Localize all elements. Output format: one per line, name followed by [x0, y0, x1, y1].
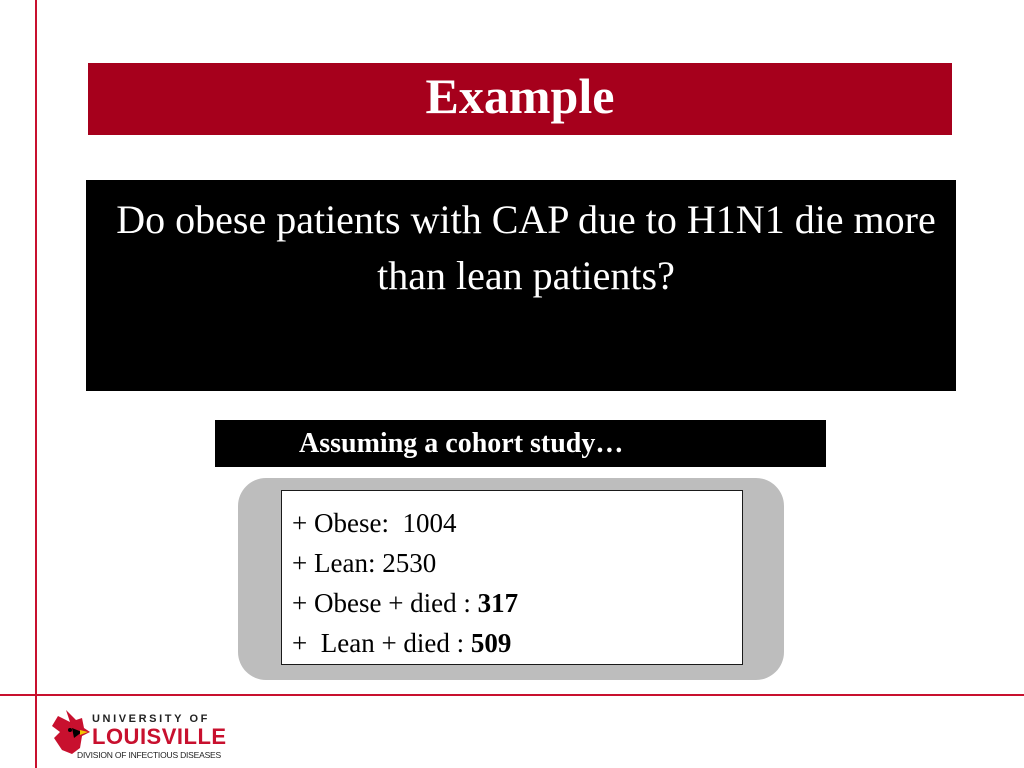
logo-name-text: LOUISVILLE: [92, 724, 227, 749]
data-line-lean: + Lean: 2530: [292, 548, 437, 578]
data-line-lean-died: + Lean + died : 509: [292, 628, 512, 658]
footer-rule: [0, 694, 1024, 696]
data-line-obese: + Obese: 1004: [292, 508, 457, 538]
question-text: Do obese patients with CAP due to H1N1 die more than lean patients?: [116, 197, 936, 298]
data-line-obese-died: + Obese + died : 317: [292, 588, 519, 618]
left-rule: [35, 0, 37, 768]
lean-died-count: 509: [470, 628, 512, 658]
logo-university-text: UNIVERSITY OF: [92, 713, 210, 725]
question-box: [86, 180, 956, 391]
subtitle-text: Assuming a cohort study…: [299, 427, 624, 459]
university-logo: [50, 708, 230, 764]
slide-title: Example: [425, 68, 615, 124]
logo-division-text: DIVISION OF INFECTIOUS DISEASES: [77, 750, 221, 760]
subtitle-box: [215, 420, 826, 467]
obese-died-count: 317: [477, 588, 519, 618]
title-banner: [88, 63, 952, 135]
data-box: [281, 490, 743, 665]
